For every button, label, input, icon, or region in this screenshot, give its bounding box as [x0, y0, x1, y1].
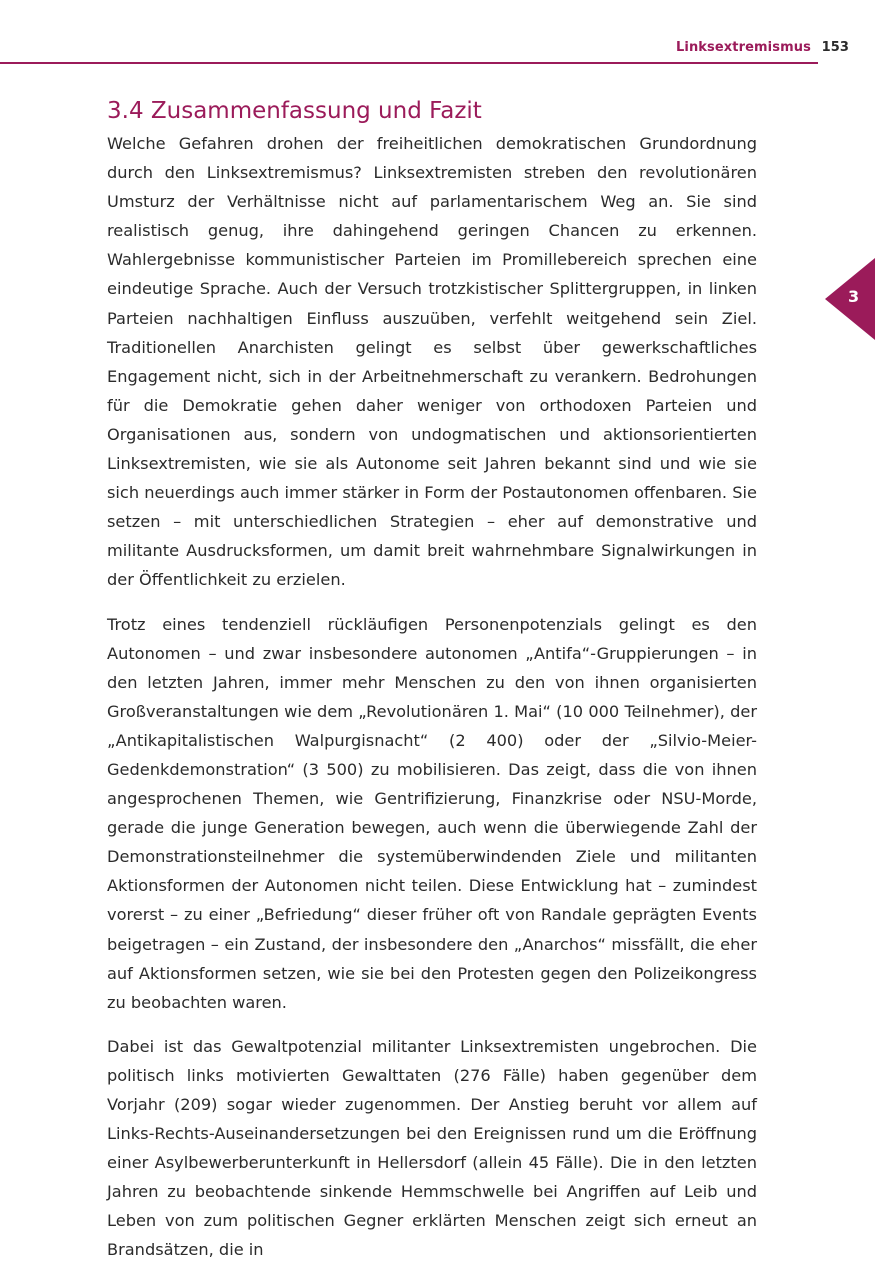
running-header [676, 40, 849, 55]
chapter-number: 3 [848, 287, 860, 306]
body-paragraph: Trotz eines tendenziell rückläufigen Personenpotenzials gelingt es den Autonomen – und zwar insbesondere autonomen „Antifa“-Gruppierungen – in den letzten Jahren, immer mehr Menschen zu den von ihnen organisierten Großveranstaltungen wie dem „Revolutionären 1. Mai“ (10 000 Teilnehmer), der „Antikapitalistischen Walpurgisnacht“ (2 400) oder der „Silvio-Meier-Gedenkdemonstration“ (3 500) zu mobilisieren. Das zeigt, dass die von ihnen angesprochenen Themen, wie Gentrifizierung, Finanzkrise oder NSU-Morde, gerade die junge Generation bewegen, auch wenn die überwiegende Zahl der Demonstrationsteilnehmer die systemüberwindenden Ziele und militanten Aktionsformen der Autonomen nicht teilen. Diese Entwicklung hat – zumindest vorerst – zu einer „Befriedung“ dieser früher oft von Randale geprägten Events beigetragen – ein Zustand, der insbesondere den „Anarchos“ missfällt, die eher auf Aktionsformen setzen, wie sie bei den Protesten gegen den Polizeikongress zu beobachten waren. [107, 614, 757, 1012]
section-title: 3.4 Zusammenfassung und Fazit [107, 98, 482, 124]
body-paragraph: Welche Gefahren drohen der freiheitlichen demokratischen Grundordnung durch den Linksextremismus? Linksextremisten streben den revolutionären Umsturz der Verhältnisse nicht auf parlamentarischem Weg an. Sie sind realistisch genug, ihre dahingehend geringen Chancen zu erkennen. Wahlergebnisse kommunistischer Parteien im Promillebereich sprechen eine eindeutige Sprache. Auch der Versuch trotzkistischer Splittergruppen, in linken Parteien nachhaltigen Einfluss auszuüben, verfehlt weitgehend sein Ziel. Traditionellen Anarchisten gelingt es selbst über gewerkschaftliches Engagement nicht, sich in der Arbeitnehmerschaft zu verankern. Bedrohungen für die Demokratie gehen daher weniger von orthodoxen Parteien und Organisationen aus, sondern von undogmatischen und aktionsorientierten Linksextremisten, wie sie als Autonome seit Jahren bekannt sind und wie sie sich neuerdings auch immer stärker in Form der Postautonomen offenbaren. Sie setzen – mit unterschiedlichen Strategien – eher auf demonstrative und militante Ausdrucksformen, um damit breit wahrnehmbare Signalwirkungen in der Öffentlichkeit zu erzielen. [107, 134, 757, 590]
page-number: 153 [821, 40, 849, 55]
header-rule [0, 62, 818, 64]
running-title: Linksextremismus [676, 40, 811, 55]
chapter-tab [825, 258, 875, 340]
main-content [107, 95, 757, 1280]
body-paragraph: Dabei ist das Gewaltpotenzial militanter Linksextremisten ungebrochen. Die politisch links motivierten Gewalttaten (276 Fälle) haben gegenüber dem Vorjahr (209) sogar wieder zugenommen. Der Anstieg beruht vor allem auf Links-Rechts-Auseinandersetzungen bei den Ereignissen rund um die Eröffnung einer Asylbewerberunterkunft in Hellersdorf (allein 45 Fälle). Die in den letzten Jahren zu beobachtende sinkende Hemmschwelle bei Angriffen auf Leib und Leben von zum politischen Gegner erklärten Menschen zeigt sich erneut an Brandsätzen, die in [107, 1036, 757, 1260]
